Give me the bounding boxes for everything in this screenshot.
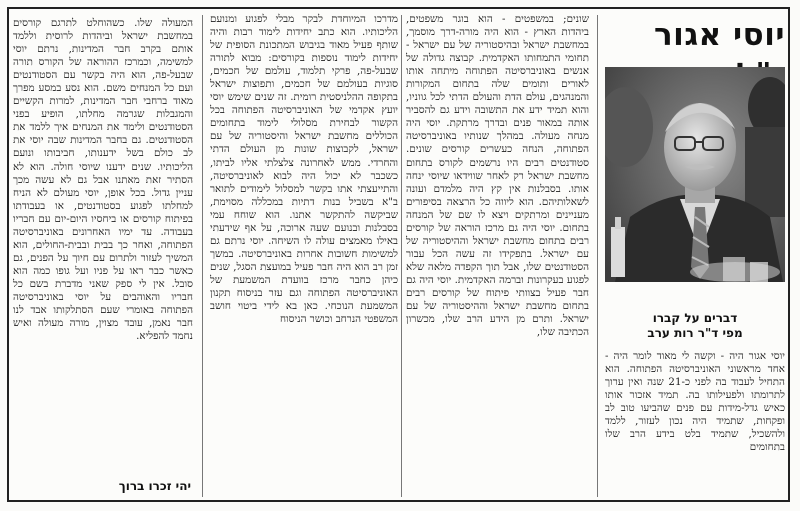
article-lead: יוסי אגור היה - וקשה לי מאוד לומר היה - אחד מראשוני האוניברסיטה הפתוחה. הוא התחיל לעבוד בה לפני כ-21 שנה ואין ערוך לתרומתו ולפעילותו בה. תמיד אזכור אותו כאיש גדל-מידות עם פנים שהביעו טוב לב ופקחות, שתמיד היה נכון לעזור, ללמד ולהשכיל, שתמיד בלט בידע הרב שלו בתחומים bbox=[605, 350, 785, 454]
subtitle-line-2: מפי ד"ר רות ערב bbox=[647, 326, 743, 340]
article-column-4 bbox=[13, 17, 193, 343]
article-column-3 bbox=[210, 13, 398, 326]
column-3-text: מדרכו המיוחדת לבקר מבלי לפגוע ומנועם הליכותיו. הוא כתב יחידות לימוד רבות והיה שותף פעיל מאוד בגיבוש המתכונת הסופית של יחידות לימוד נוספות בקורסים: מבוא לתורה שבעל-פה, פרקי תלמוד, עולמם של חכמים, סוגיות בעולמם של חכמים, ותפוצות ישראל בתקופה ההלניסטית רומית. זה שנים שימש יוסי יועץ אקדמי של האוניברסיטה הפתוחה בכל הקשור לבחירת מסלולי לימוד בתחומים הכוללים מחשבת ישראל והיסטוריה של עם ישראל, לקבוצות שונות מן העולם הדתי והחרדי. ממש לאחרונה צלצלתי אליו לביתו, כשכבר לא יכול היה לבוא לאוניברסיטה, והתייעצתי אתו בקשר למסלול לימודים לתואר ב"א בשביל בנות דתיות במכללה מסוימת, שביקשה להתקשר אתנו. הוא שוחח עמי בסבלנות ובנועם שעה ארוכה, על אף שידעתי באילו מאמצים עולה לו השיחה. יוסי נרתם גם למשימות חשובות אחרות באוניברסיטה. במשך זמן רב הוא היה חבר פעיל במועצת הסגל, שנים כיהן כחבר מרכז בוועדת המשמעת של האוניברסיטה הפתוחה וגם עזר בניסוח תקנון המשמעת הנוכחי. כאן בא לידי ביטוי חושב המשפטי הנרחב וכושר הניסוח bbox=[210, 13, 398, 326]
article-column-1 bbox=[605, 13, 785, 454]
column-divider bbox=[597, 15, 598, 497]
article-frame bbox=[7, 7, 790, 502]
column-2-text: שונים; במשפטים - הוא בוגר משפטים, ביהדות הארץ - הוא היה מורה-דרך מוסמך, במחשבת ישראל ובהיסטוריה של עם ישראל - תחומי התמחותו האקדמית. קבוצה גדולה של אנשים באוניברסיטה הפתוחה מיתחה אותו לאורים ותומים שלה בתחום המקורות והמנהגים, עולם הדת והעולם הדתי לכל גווניו, והוא תמיד ידע את התשובה וידע גם להסביר אותה במאור פנים ובדרך מרתקת. יוסי היה מנחה מעולה. במהלך שנותיו באוניברסיטה הפתוחה, הנחה כעשרים קורסים שונים. סטודנטים רבים היו נרשמים לקורס בתחום מחשבת ישראל רק לאחר שווידאו שיוסי ינחה אותו. בסבלנות אין קץ היה מלמדם ועונה לשאלותיהם. הוא ליווה כל הרצאה בסיפורים מעניינים ומרתקים ויצא לו שם של המנחה בתחום. יוסי היה גם מרכז הוראה של קורסים רבים בתחום מחשבת ישראל וההיסטוריה של עם ישראל. בתפקידו זה עשה הכל עבור הסטודנטים שלו, אבל תוך הקפדה מלאה שלא לפגוע בעקרונות וברמה האקדמית. יוסי היה גם חבר פעיל בצוותי פיתוח של קורסים רבים בתחום מחשבת ישראל וההיסטוריה של עם ישראל. ותרם מן הידע הרב שלו, מכשרון הכתיבה שלו, bbox=[406, 13, 589, 339]
subtitle-line-1: דברים על קברו bbox=[652, 311, 738, 325]
article-title: יוסי אגור bbox=[654, 17, 785, 53]
column-divider bbox=[401, 15, 402, 497]
article-subtitle bbox=[605, 311, 785, 341]
column-4-text: המעולה שלו. כשהוחלט לתרגם קורסים במחשבת ישראל וביהדות לרוסית וללמד אותם בקרב חבר המדינות, נרתם יוסי למשימה, וכמרכז ההוראה של הקורס תורה שבעל-פה, הוא היה בקשר עם הסטודנטים ועם כל המנחים משם. הוא נסע במסע מפרך מאוד ברחבי חבר המדינות, למרות הקשיים והמגבלות שגרמה מחלתו, הופיע בפני הסטודנטים ולימד את המנחים איך ללמד את הסטודנטים. גם בחבר המדינות שבה יוסי את לב כולם בשל ידענותו, חביבותו ונועם הליכותיו. שנים ידענו שיוסי חולה. הוא לא הסתיר זאת מאתנו אבל גם לא עשה מכך עניין גדול. בכל אופן, יוסי מעולם לא הניח למחלתו לפגוע בסטודנטים, או בעבודתו בפיתוח קורסים או ביחסיו היום-יום עם חבריו בעבודה. עד ימיו האחרונים באוניברסיטה הפתוחה, ואחר כך בבית ובבית-החולים, הוא המשיך לעזור ולתרום עם חיוך על הפנים, גם כאשר כבר ראו על פניו ועל גופו כמה הוא סובל. אין לי ספק שאני מדברת בשם כל חבריו והאוהבים על יוסי באוניברסיטה הפתוחה באומרי שעם הסתלקותו אבד לנו חבר נאמן, עובד מצוין, מורה מעולה ואיש נחמד להפליא. bbox=[13, 17, 193, 343]
signoff: יהי זכרו ברוך bbox=[118, 479, 191, 493]
column-divider bbox=[202, 15, 203, 497]
portrait-image bbox=[605, 67, 785, 282]
article-column-2 bbox=[406, 13, 589, 339]
portrait-photo bbox=[605, 67, 785, 282]
